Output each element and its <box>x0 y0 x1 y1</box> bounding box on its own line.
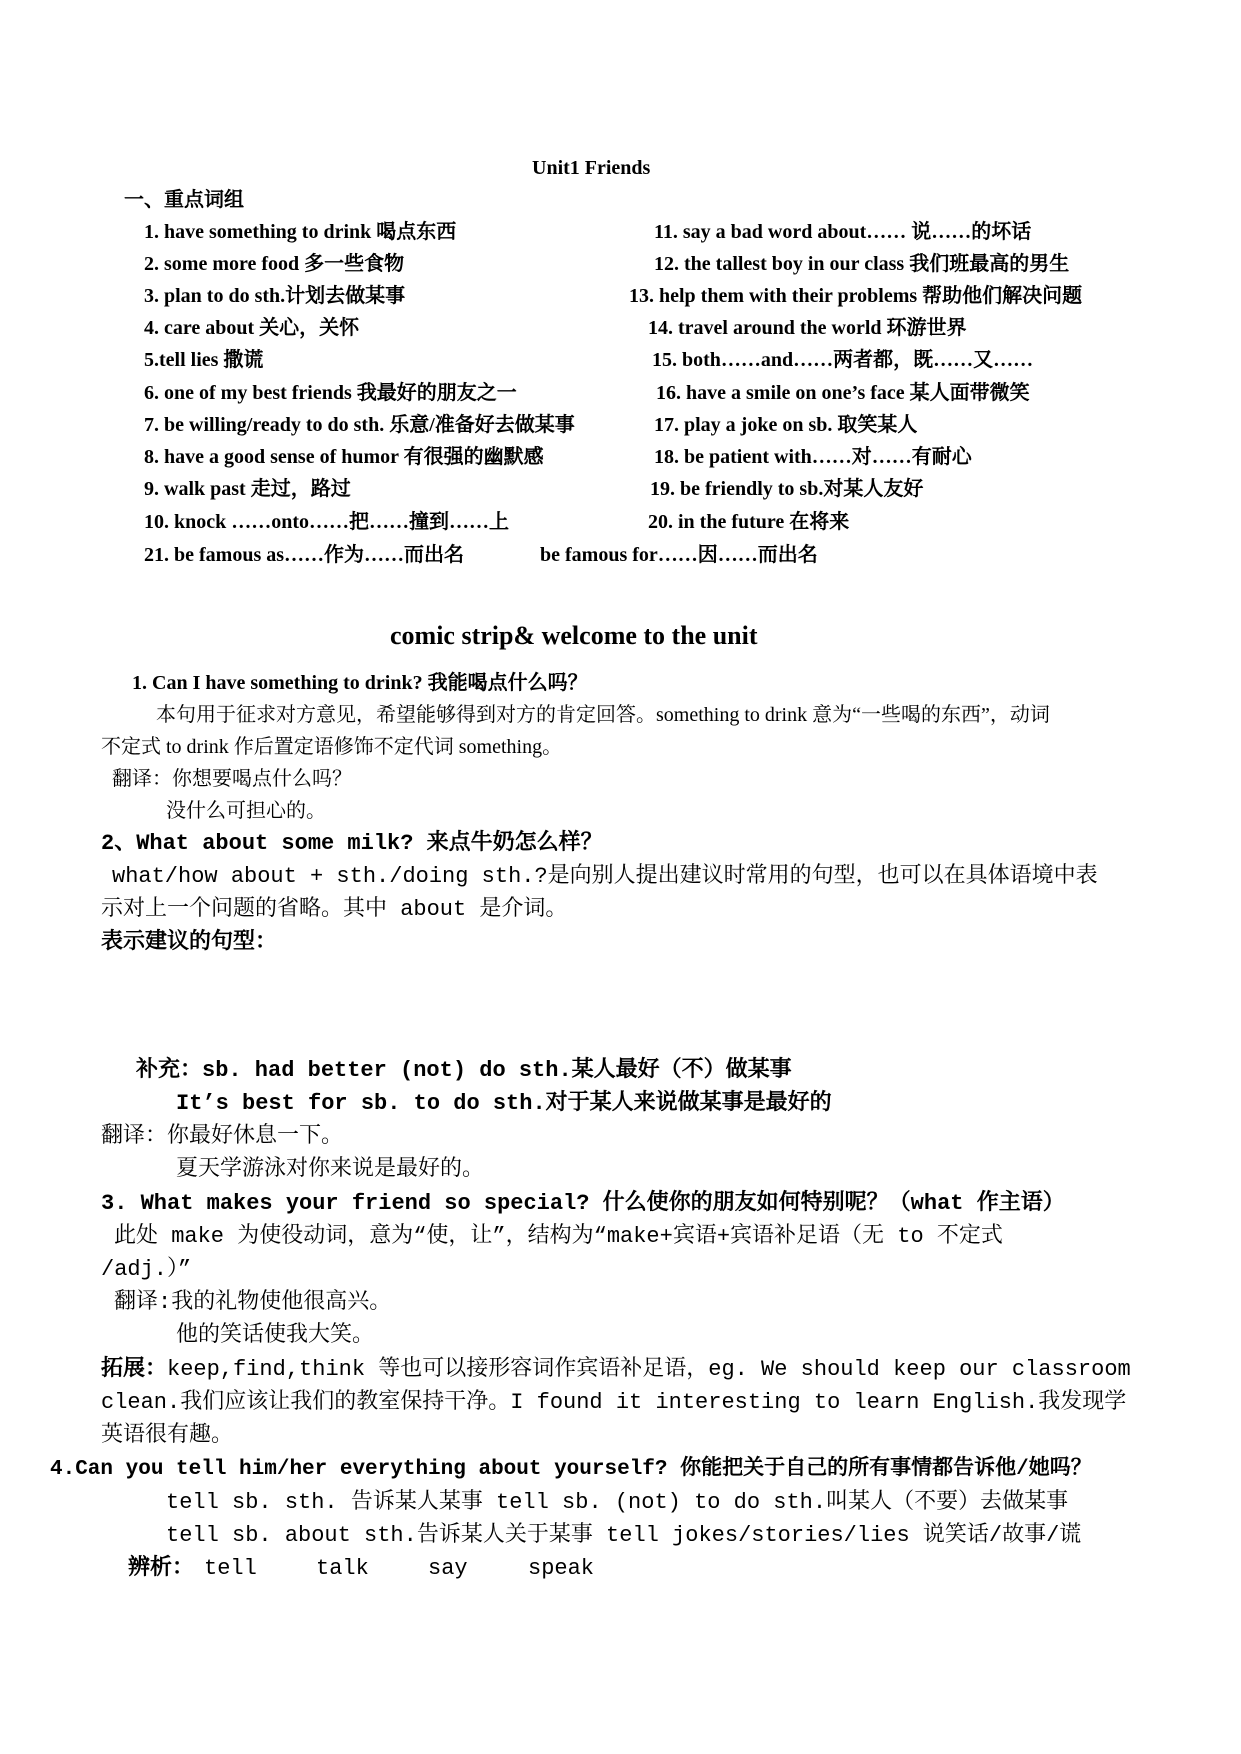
translation-prompt: 夏天学游泳对你来说是最好的。 <box>176 1157 485 1182</box>
phrase-item: 16. have a smile on one’s face 某人面带微笑 <box>656 382 1030 404</box>
explanation-text: 本句用于征求对方意见，希望能够得到对方的肯定回答。something to drink 意为“一些喝的东西”，动词 <box>156 704 1050 726</box>
translation-prompt: 翻译：你最好休息一下。 <box>101 1124 344 1149</box>
translation-prompt: 他的笑话使我大笑。 <box>176 1323 375 1348</box>
phrase-item: 7. be willing/ready to do sth. 乐意/准备好去做某事 <box>144 414 575 436</box>
phrase-item: 10. knock ……onto……把……撞到……上 <box>144 511 510 533</box>
section-heading-comic-strip: comic strip& welcome to the unit <box>390 621 758 650</box>
phrase-item: 12. the tallest boy in our class 我们班最高的男生 <box>654 253 1070 275</box>
phrase-item: 11. say a bad word about…… 说……的坏话 <box>654 221 1032 243</box>
phrase-item: 17. play a joke on sb. 取笑某人 <box>654 414 918 436</box>
analysis-word-tell: tell <box>204 1556 257 1581</box>
explanation-text: 示对上一个问题的省略。其中 about 是介词。 <box>101 897 568 922</box>
translation-prompt: 翻译:我的礼物使他很高兴。 <box>114 1290 392 1315</box>
analysis-label: 辨析： <box>128 1556 195 1581</box>
supplement-text: It’s best for sb. to do sth.对于某人来说做某事是最好的 <box>176 1091 832 1116</box>
phrase-item: 20. in the future 在将来 <box>648 511 850 533</box>
analysis-word-talk: talk <box>316 1556 369 1581</box>
extension-text: 英语很有趣。 <box>101 1423 234 1448</box>
analysis-word-say: say <box>428 1556 468 1581</box>
phrase-item: 14. travel around the world 环游世界 <box>648 317 967 339</box>
translation-prompt: 没什么可担心的。 <box>166 800 326 822</box>
phrase-item: 4. care about 关心，关怀 <box>144 317 360 339</box>
usage-text: tell sb. sth. 告诉某人某事 tell sb. (not) to do sth.叫某人（不要）去做某事 <box>166 1490 1069 1515</box>
phrase-item: 3. plan to do sth.计划去做某事 <box>144 285 406 307</box>
phrase-item: 2. some more food 多一些食物 <box>144 253 405 275</box>
phrase-item: 5.tell lies 撒谎 <box>144 349 264 371</box>
phrase-item: 19. be friendly to sb.对某人友好 <box>650 478 924 500</box>
analysis-word-speak: speak <box>528 1556 595 1581</box>
explanation-text: what/how about + sth./doing sth.?是向别人提出建议时常用的句型，也可以在具体语境中表 <box>112 864 1098 889</box>
page-title: Unit1 Friends <box>532 157 651 179</box>
extension-text: clean.我们应该让我们的教室保持干净。I found it interesting to learn English.我发现学 <box>101 1390 1127 1415</box>
question-heading: 3. What makes your friend so special? 什么使你的朋友如何特别呢？（what 作主语） <box>101 1191 1065 1216</box>
phrase-item: 21. be famous as……作为……而出名 <box>144 544 465 566</box>
explanation-text: 不定式 to drink 作后置定语修饰不定代词 something。 <box>101 736 563 758</box>
explanation-text: /adj.）” <box>101 1257 192 1282</box>
question-heading: 4.Can you tell him/her everything about yourself? 你能把关于自己的所有事情都告诉他/她吗？ <box>50 1458 1092 1481</box>
translation-prompt: 翻译：你想要喝点什么吗？ <box>112 768 352 790</box>
phrase-item: 15. both……and……两者都，既……又…… <box>652 349 1034 371</box>
phrase-item: 1. have something to drink 喝点东西 <box>144 221 457 243</box>
section-heading-key-phrases: 一、重点词组 <box>124 189 244 211</box>
phrase-item: be famous for……因……而出名 <box>540 544 818 566</box>
supplement-text: 补充：sb. had better (not) do sth.某人最好（不）做某事 <box>136 1058 792 1083</box>
phrase-item: 9. walk past 走过，路过 <box>144 478 351 500</box>
suggestion-heading: 表示建议的句型： <box>101 930 278 955</box>
question-heading: 1. Can I have something to drink? 我能喝点什么吗？ <box>132 672 588 694</box>
phrase-item: 18. be patient with……对……有耐心 <box>654 446 972 468</box>
question-heading: 2、What about some milk? 来点牛奶怎么样？ <box>101 831 603 856</box>
phrase-item: 8. have a good sense of humor 有很强的幽默感 <box>144 446 544 468</box>
usage-text: tell sb. about sth.告诉某人关于某事 tell jokes/stories/lies 说笑话/故事/谎 <box>166 1523 1082 1548</box>
explanation-text: 此处 make 为使役动词，意为“使，让”，结构为“make+宾语+宾语补足语（无 to 不定式 <box>114 1224 1003 1249</box>
phrase-item: 6. one of my best friends 我最好的朋友之一 <box>144 382 517 404</box>
extension-line <box>101 1359 1131 1381</box>
phrase-item: 13. help them with their problems 帮助他们解决问题 <box>629 285 1083 307</box>
extension-text: keep,find,think 等也可以接形容词作宾语补足语，eg. We should keep our classroom <box>167 1357 1131 1382</box>
extension-label: 拓展： <box>101 1357 168 1382</box>
